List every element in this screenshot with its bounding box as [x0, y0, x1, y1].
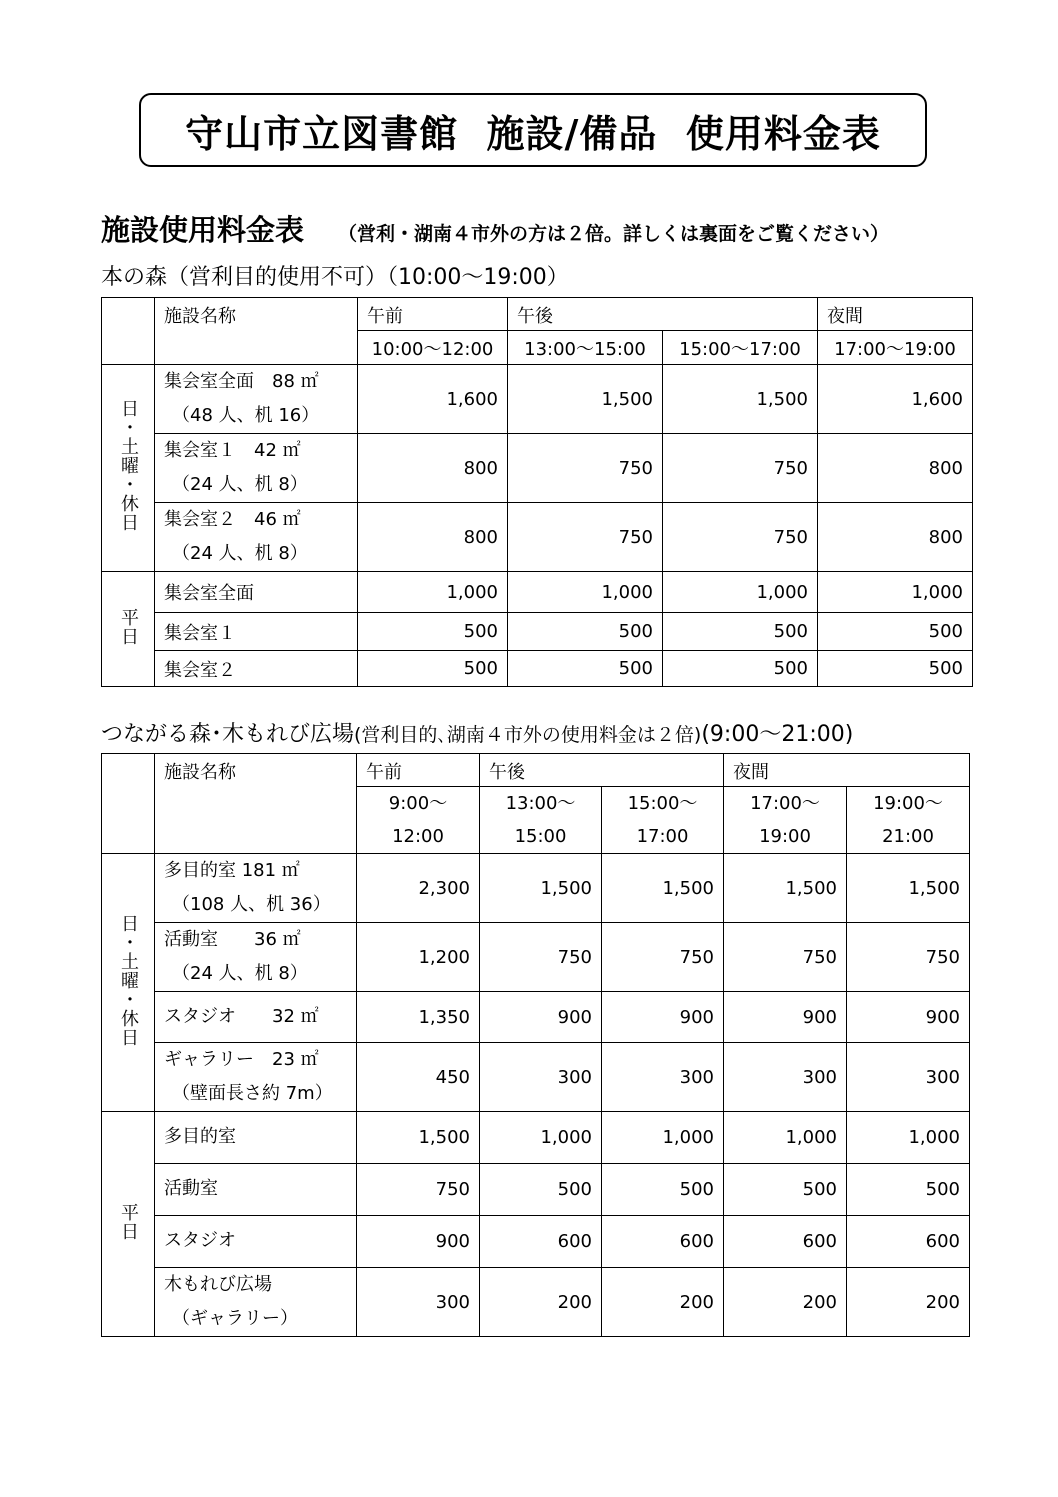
fee-cell: 800	[358, 434, 508, 503]
fee-cell: 900	[480, 992, 602, 1043]
table-row	[102, 503, 973, 572]
fee-cell: 600	[602, 1216, 724, 1268]
fee-cell: 1,000	[480, 1112, 602, 1164]
fee-cell: 500	[663, 651, 818, 687]
fee-cell: 200	[602, 1268, 724, 1337]
table-row	[102, 854, 970, 923]
fee-cell: 450	[357, 1043, 480, 1112]
fee-table-tsunagaru	[101, 753, 970, 1337]
fee-cell: 500	[358, 651, 508, 687]
fee-cell: 300	[724, 1043, 847, 1112]
fee-cell: 750	[724, 923, 847, 992]
facility-name: 集会室２ 46 ㎡ （24 人、机 8）	[155, 503, 358, 572]
header-name: 施設名称	[155, 298, 358, 365]
table-row	[102, 651, 973, 687]
table2-heading-main: つながる森･木もれび広場	[101, 722, 355, 747]
header-pm: 午後	[508, 298, 818, 331]
fee-table-honnomori	[101, 297, 973, 687]
day-label: 日・土曜・休日	[102, 854, 155, 1112]
facility-name: スタジオ 32 ㎡	[155, 992, 357, 1043]
table-row	[102, 1216, 970, 1268]
fee-cell: 500	[818, 613, 973, 651]
weekend-group	[102, 365, 973, 572]
fee-cell: 900	[357, 1216, 480, 1268]
fee-cell: 600	[847, 1216, 970, 1268]
facility-name: スタジオ	[155, 1216, 357, 1268]
weekend-group	[102, 854, 970, 1112]
time-slot: 15:00～ 17:00	[602, 787, 724, 854]
header-night: 夜間	[818, 298, 973, 331]
section-heading	[101, 208, 889, 249]
facility-name: 集会室全面 88 ㎡ （48 人、机 16）	[155, 365, 358, 434]
fee-cell: 750	[508, 434, 663, 503]
facility-name: 多目的室	[155, 1112, 357, 1164]
fee-cell: 1,200	[357, 923, 480, 992]
fee-cell: 500	[724, 1164, 847, 1216]
fee-cell: 1,600	[818, 365, 973, 434]
fee-cell: 300	[357, 1268, 480, 1337]
fee-cell: 500	[480, 1164, 602, 1216]
fee-cell: 1,000	[818, 572, 973, 613]
table-row	[102, 613, 973, 651]
fee-cell: 750	[847, 923, 970, 992]
day-label: 平日	[102, 1112, 155, 1337]
table-row	[102, 1112, 970, 1164]
fee-cell: 900	[602, 992, 724, 1043]
fee-cell: 1,500	[724, 854, 847, 923]
page-title: 守山市立図書館 施設/備品 使用料金表	[185, 111, 881, 156]
fee-cell: 750	[663, 434, 818, 503]
fee-cell: 1,000	[724, 1112, 847, 1164]
fee-cell: 500	[602, 1164, 724, 1216]
table-header-row	[102, 754, 970, 787]
facility-name: 活動室 36 ㎡ （24 人、机 8）	[155, 923, 357, 992]
fee-cell: 500	[508, 651, 663, 687]
time-slot: 13:00～ 15:00	[480, 787, 602, 854]
table-row	[102, 572, 973, 613]
fee-cell: 800	[818, 434, 973, 503]
fee-cell: 1,500	[480, 854, 602, 923]
fee-cell: 750	[508, 503, 663, 572]
fee-cell: 1,350	[357, 992, 480, 1043]
fee-cell: 500	[508, 613, 663, 651]
table-row	[102, 1043, 970, 1112]
time-slot: 17:00～19:00	[818, 331, 973, 365]
fee-cell: 800	[358, 503, 508, 572]
time-slot: 15:00～17:00	[663, 331, 818, 365]
fee-cell: 500	[358, 613, 508, 651]
fee-cell: 900	[724, 992, 847, 1043]
fee-cell: 1,500	[602, 854, 724, 923]
table-row	[102, 434, 973, 503]
fee-cell: 1,000	[847, 1112, 970, 1164]
fee-cell: 750	[357, 1164, 480, 1216]
fee-cell: 200	[480, 1268, 602, 1337]
time-slot: 9:00～ 12:00	[357, 787, 480, 854]
fee-cell: 1,600	[358, 365, 508, 434]
fee-cell: 750	[602, 923, 724, 992]
fee-cell: 1,500	[357, 1112, 480, 1164]
facility-name: ギャラリー 23 ㎡ （壁面長さ約 7m）	[155, 1043, 357, 1112]
weekday-group	[102, 1112, 970, 1337]
day-label: 日・土曜・休日	[102, 365, 155, 572]
fee-cell: 750	[663, 503, 818, 572]
header-corner	[102, 754, 155, 854]
time-slot: 13:00～15:00	[508, 331, 663, 365]
time-slot: 19:00～ 21:00	[847, 787, 970, 854]
fee-cell: 200	[847, 1268, 970, 1337]
table-header-row	[102, 298, 973, 331]
header-name: 施設名称	[155, 754, 357, 854]
fee-cell: 900	[847, 992, 970, 1043]
weekday-group	[102, 572, 973, 687]
header-am: 午前	[357, 754, 480, 787]
fee-cell: 1,500	[663, 365, 818, 434]
fee-cell: 750	[480, 923, 602, 992]
fee-cell: 500	[847, 1164, 970, 1216]
fee-cell: 500	[818, 651, 973, 687]
fee-cell: 300	[602, 1043, 724, 1112]
fee-cell: 1,000	[508, 572, 663, 613]
fee-cell: 1,500	[508, 365, 663, 434]
section-title: 施設使用料金表	[101, 213, 305, 247]
fee-cell: 500	[663, 613, 818, 651]
table-row	[102, 365, 973, 434]
table2-heading	[101, 717, 853, 748]
table-row	[102, 992, 970, 1043]
fee-cell: 1,500	[847, 854, 970, 923]
fee-cell: 2,300	[357, 854, 480, 923]
fee-cell: 1,000	[663, 572, 818, 613]
table-row	[102, 1164, 970, 1216]
header-night: 夜間	[724, 754, 970, 787]
facility-name: 集会室１	[155, 613, 358, 651]
facility-name: 集会室全面	[155, 572, 358, 613]
fee-cell: 600	[480, 1216, 602, 1268]
facility-name: 活動室	[155, 1164, 357, 1216]
header-corner	[102, 298, 155, 365]
header-pm: 午後	[480, 754, 724, 787]
fee-cell: 600	[724, 1216, 847, 1268]
table1-heading: 本の森（営利目的使用不可）（10:00～19:00）	[101, 265, 569, 290]
section-note: （営利・湖南４市外の方は２倍。詳しくは裏面をご覧ください）	[338, 223, 890, 245]
facility-name: 多目的室 181 ㎡ （108 人、机 36）	[155, 854, 357, 923]
fee-cell: 300	[847, 1043, 970, 1112]
time-slot: 17:00～ 19:00	[724, 787, 847, 854]
facility-name: 木もれび広場 （ギャラリー）	[155, 1268, 357, 1337]
fee-cell: 1,000	[602, 1112, 724, 1164]
header-am: 午前	[358, 298, 508, 331]
facility-name: 集会室２	[155, 651, 358, 687]
day-label: 平日	[102, 572, 155, 687]
title-box	[139, 93, 927, 167]
fee-cell: 300	[480, 1043, 602, 1112]
fee-cell: 800	[818, 503, 973, 572]
time-slot: 10:00～12:00	[358, 331, 508, 365]
fee-cell: 200	[724, 1268, 847, 1337]
table-row	[102, 1268, 970, 1337]
table2-heading-note: (営利目的､湖南４市外の使用料金は２倍)	[354, 724, 702, 746]
facility-name: 集会室１ 42 ㎡ （24 人、机 8）	[155, 434, 358, 503]
table-row	[102, 923, 970, 992]
table2-heading-time: (9:00～21:00)	[701, 722, 854, 747]
fee-cell: 1,000	[358, 572, 508, 613]
